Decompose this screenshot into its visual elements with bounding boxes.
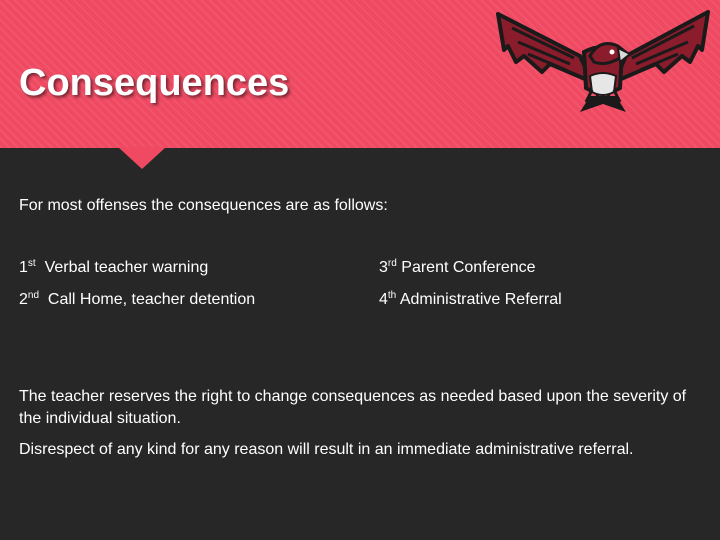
consequence-step-4 [379,289,562,311]
step-spacing [36,259,45,276]
step-ordinal: st [27,258,36,269]
step-ordinal: th [387,290,397,301]
step-spacing [39,291,48,308]
step-ordinal: rd [387,258,397,269]
banner-pointer [118,147,166,169]
step-text: Verbal teacher warning [44,259,209,276]
step-number: 1 [19,259,28,276]
intro-text: For most offenses the consequences are as follows: [19,197,388,214]
step-number: 4 [379,291,388,308]
consequence-step-2 [19,289,255,311]
step-ordinal: nd [27,290,40,301]
slide-title: Consequences [19,62,290,104]
consequence-step-3 [379,257,536,279]
step-text: Administrative Referral [399,291,562,308]
disrespect-policy-paragraph: Disrespect of any kind for any reason will result in an immediate administrative referral. [19,441,634,458]
step-number: 3 [379,259,388,276]
teacher-rights-paragraph: The teacher reserves the right to change consequences as needed based upon the severity of the individual situation. [19,388,687,427]
hawk-mascot-logo [494,4,712,116]
step-text: Parent Conference [401,259,536,276]
step-number: 2 [19,291,28,308]
consequence-step-1 [19,257,208,279]
step-text: Call Home, teacher detention [47,291,256,308]
